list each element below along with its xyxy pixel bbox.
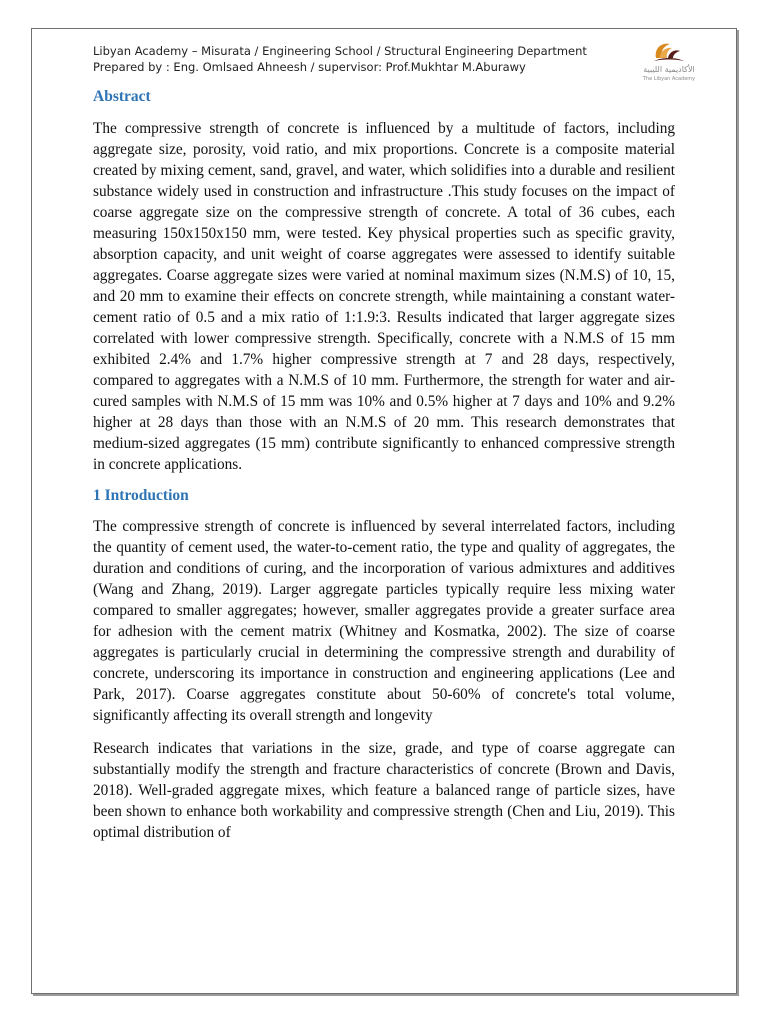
logo-arabic-text: الأكاديمية الليبية xyxy=(643,65,695,74)
header-line-institution: Libyan Academy – Misurata / Engineering School / Structural Engineering Department xyxy=(93,44,587,58)
logo-english-text: The Libyan Academy xyxy=(642,76,696,82)
abstract-paragraph: The compressive strength of concrete is influenced by a multitude of factors, including aggregate size, porosity, void ratio, and mix proportions. Concrete is a composite material created by mixing cement, sand, gravel, and water, which solidifies into a durable and resilient substance widely used in construction and infrastructure .This study focuses on the impact of coarse aggregate size on the compressive strength of concrete. A total of 36 cubes, each measuring 150x150x150 mm, were tested. Key physical properties such as specific gravity, absorption capacity, and unit weight of coarse aggregates were assessed to identify suitable aggregates. Coarse aggregate sizes were varied at nominal maximum sizes (N.M.S) of 10, 15, and 20 mm to examine their effects on concrete strength, while maintaining a constant water-cement ratio of 0.5 and a mix ratio of 1:1.9:3. Results indicated that larger aggregate sizes correlated with lower compressive strength. Specifically, concrete with a N.M.S of 15 mm exhibited 2.4% and 1.7% higher compressive strength at 7 and 28 days, respectively, compared to aggregates with a N.M.S of 10 mm. Furthermore, the strength for water and air-cured samples with N.M.S of 15 mm was 10% and 0.5% higher at 7 days and 10% and 9.2% higher at 28 days than those with an N.M.S of 20 mm. This research demonstrates that medium-sized aggregates (15 mm) contribute significantly to enhanced compressive strength in concrete applications. xyxy=(93,120,675,473)
page-header xyxy=(93,43,633,75)
document-body xyxy=(93,86,675,843)
introduction-paragraph-2: Research indicates that variations in the size, grade, and type of coarse aggregate can substantially modify the strength and fracture characteristics of concrete (Brown and Davis, 2018). Well-graded aggregate mixes, which feature a balanced range of particle sizes, have been shown to enhance both workability and compressive strength (Chen and Liu, 2019). This optimal distribution of xyxy=(93,740,675,841)
introduction-paragraph-1: The compressive strength of concrete is influenced by several interrelated factors, including the quantity of cement used, the water-to-cement ratio, the type and quality of aggregates, the duration and conditions of curing, and the incorporation of various admixtures and additives (Wang and Zhang, 2019). Larger aggregate particles typically require less mixing water compared to smaller aggregates; however, smaller aggregates provide a greater surface area for adhesion with the cement matrix (Whitney and Kosmatka, 2002). The size of coarse aggregates is particularly crucial in determining the compressive strength and durability of concrete, underscoring its importance in construction and engineering applications (Lee and Park, 2017). Coarse aggregates constitute about 50-60% of concrete's total volume, significantly affecting its overall strength and longevity xyxy=(93,518,675,724)
logo-emblem-icon xyxy=(632,36,706,86)
header-line-author: Prepared by : Eng. Omlsaed Ahneesh / supervisor: Prof.Mukhtar M.Aburawy xyxy=(93,60,526,74)
introduction-heading: 1 Introduction xyxy=(93,487,189,504)
libyan-academy-logo xyxy=(632,36,706,86)
abstract-heading: Abstract xyxy=(93,88,151,105)
